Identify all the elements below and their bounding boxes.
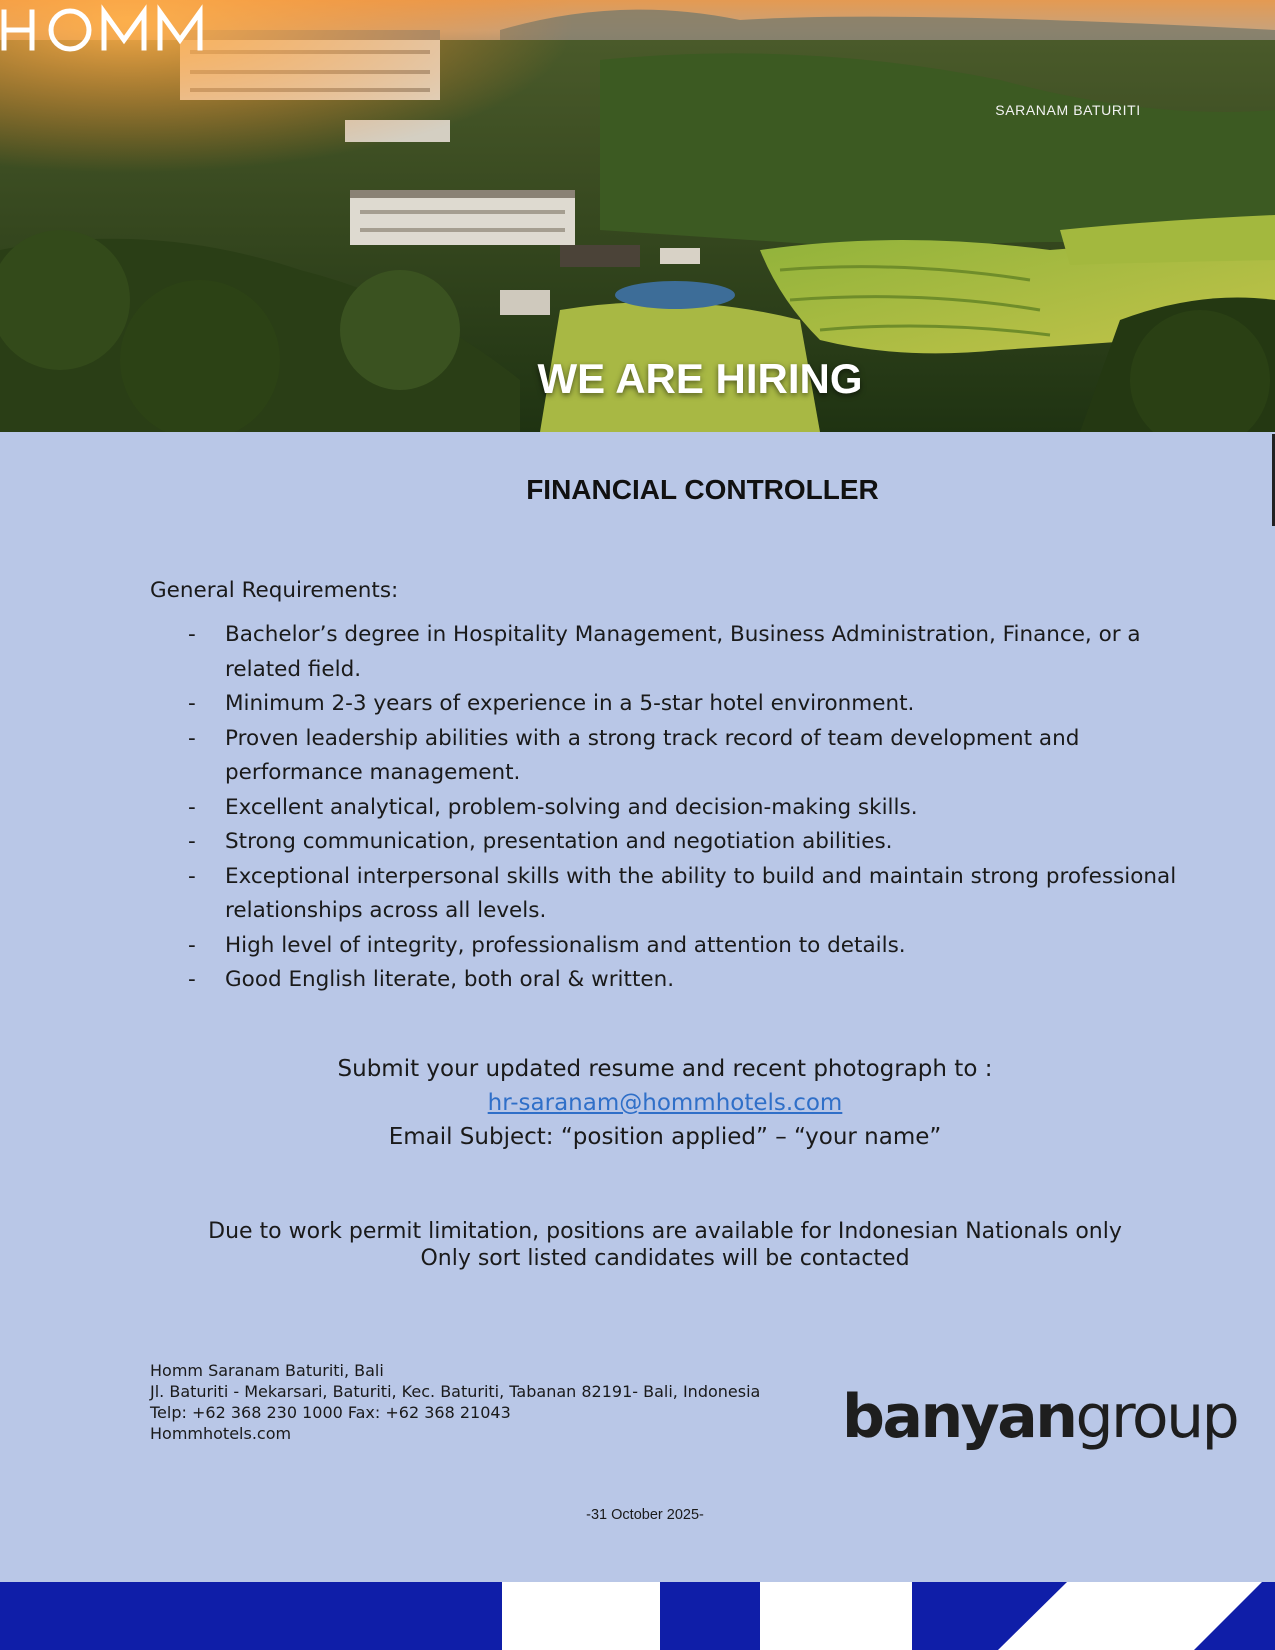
brand-bold: banyan bbox=[842, 1382, 1076, 1452]
hiring-banner: WE ARE HIRING bbox=[537, 355, 863, 402]
bullet-dash: - bbox=[188, 794, 196, 820]
homm-logo bbox=[0, 0, 270, 78]
list-item: - Strong communication, presentation and negotiation abilities. bbox=[150, 825, 1190, 860]
requirements-heading: General Requirements: bbox=[150, 578, 399, 603]
decorative-stripes bbox=[0, 1582, 1275, 1650]
street-address: Jl. Baturiti - Mekarsari, Baturiti, Kec. Baturiti, Tabanan 82191- Bali, Indonesia bbox=[150, 1382, 761, 1401]
notice-line: Only sort listed candidates will be contacted bbox=[420, 1246, 910, 1271]
list-item: - Good English literate, both oral & written. bbox=[150, 963, 1190, 998]
list-item: - Bachelor’s degree in Hospitality Management, Business Administration, Finance, or a related field. bbox=[150, 618, 1190, 687]
list-item: - Exceptional interpersonal skills with the ability to build and maintain strong professional relationships across all levels. bbox=[150, 860, 1190, 929]
phone-fax: Telp: +62 368 230 1000 Fax: +62 368 21043 bbox=[150, 1403, 511, 1422]
bullet-dash: - bbox=[188, 863, 196, 889]
logo-subtitle: SARANAM BATURITI bbox=[995, 102, 1141, 118]
submission-instructions bbox=[0, 1052, 1275, 1154]
hotel-name: Homm Saranam Baturiti, Bali bbox=[150, 1361, 384, 1380]
list-item: - Minimum 2-3 years of experience in a 5-star hotel environment. bbox=[150, 687, 1190, 722]
bullet-dash: - bbox=[188, 622, 196, 647]
list-item: - High level of integrity, professionalism and attention to details. bbox=[150, 929, 1190, 964]
email-subject-line: Email Subject: “position applied” – “your name” bbox=[388, 1124, 942, 1150]
job-title: FINANCIAL CONTROLLER bbox=[526, 474, 879, 505]
bullet-dash: - bbox=[188, 967, 196, 992]
hero-photo bbox=[0, 0, 1275, 432]
bullet-dash: - bbox=[188, 932, 196, 958]
bullet-dash: - bbox=[188, 829, 196, 854]
bullet-dash: - bbox=[188, 725, 196, 751]
submission-line: Submit your updated resume and recent photograph to : bbox=[337, 1056, 993, 1082]
banyan-group-logo bbox=[842, 1382, 1237, 1452]
content-panel bbox=[0, 432, 1275, 1582]
website: Hommhotels.com bbox=[150, 1424, 292, 1443]
brand-light: group bbox=[1075, 1382, 1238, 1452]
requirements-list bbox=[150, 618, 1190, 998]
eligibility-notice bbox=[0, 1218, 1275, 1272]
email-link[interactable]: hr-saranam@hommhotels.com bbox=[487, 1090, 843, 1116]
list-item: - Proven leadership abilities with a strong track record of team development and performance management. bbox=[150, 722, 1190, 791]
bullet-dash: - bbox=[188, 691, 196, 716]
posting-date: -31 October 2025- bbox=[586, 1507, 704, 1523]
list-item: - Excellent analytical, problem-solving and decision-making skills. bbox=[150, 791, 1190, 826]
notice-line: Due to work permit limitation, positions are available for Indonesian Nationals only bbox=[208, 1219, 1122, 1244]
hotel-address bbox=[150, 1360, 760, 1444]
